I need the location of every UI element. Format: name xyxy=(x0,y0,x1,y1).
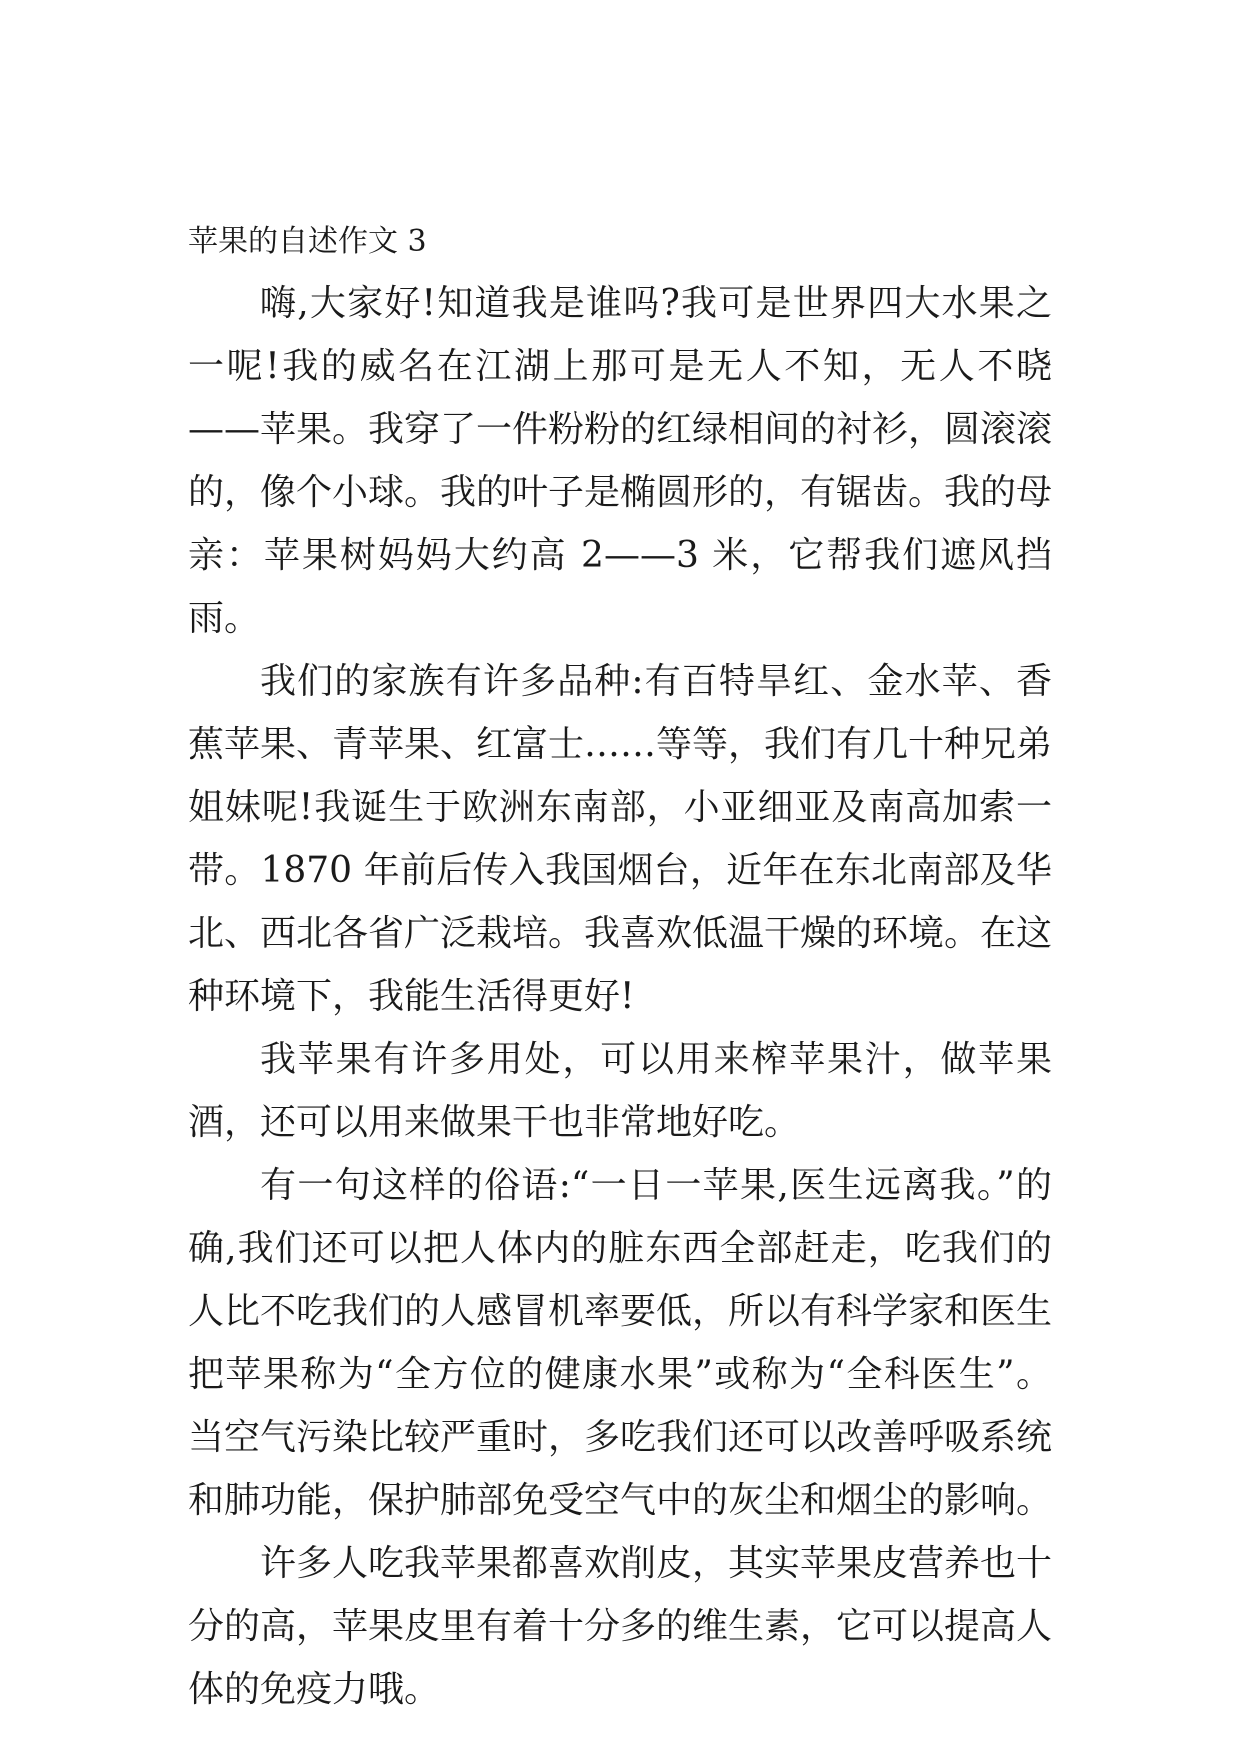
paragraph: 嗨,大家好!知道我是谁吗?我可是世界四大水果之一呢!我的威名在江湖上那可是无人不知，无人不晓——苹果。我穿了一件粉粉的红绿相间的衬衫，圆滚滚的，像个小球。我的叶子是椭圆形的，有锯齿。我的母亲：苹果树妈妈大约高 2——3 米，它帮我们遮风挡雨。 xyxy=(188,283,1053,639)
paragraph: 我们的家族有许多品种:有百特旱红、金水苹、香蕉苹果、青苹果、红富士……等等，我们有几十种兄弟姐妹呢!我诞生于欧洲东南部，小亚细亚及南高加索一带。1870 年前后传入我国烟台，近年在东北南部及华北、西北各省广泛栽培。我喜欢低温干燥的环境。在这种环境下，我能生活得更好! xyxy=(188,661,1053,1017)
paragraph: 我苹果有许多用处，可以用来榨苹果汁，做苹果酒，还可以用来做果干也非常地好吃。 xyxy=(188,1039,1052,1143)
document-title: 苹果的自述作文 3 xyxy=(188,224,427,259)
paragraph: 有一句这样的俗语:“一日一苹果,医生远离我。”的确,我们还可以把人体内的脏东西全部赶走，吃我们的人比不吃我们的人感冒机率要低，所以有科学家和医生把苹果称为“全方位的健康水果”或称为“全科医生”。当空气污染比较严重时，多吃我们还可以改善呼吸系统和肺功能，保护肺部免受空气中的灰尘和烟尘的影响。 xyxy=(188,1165,1053,1521)
document-body xyxy=(188,272,1052,1721)
paragraph: 许多人吃我苹果都喜欢削皮，其实苹果皮营养也十分的高，苹果皮里有着十分多的维生素，它可以提高人体的免疫力哦。 xyxy=(188,1543,1053,1710)
